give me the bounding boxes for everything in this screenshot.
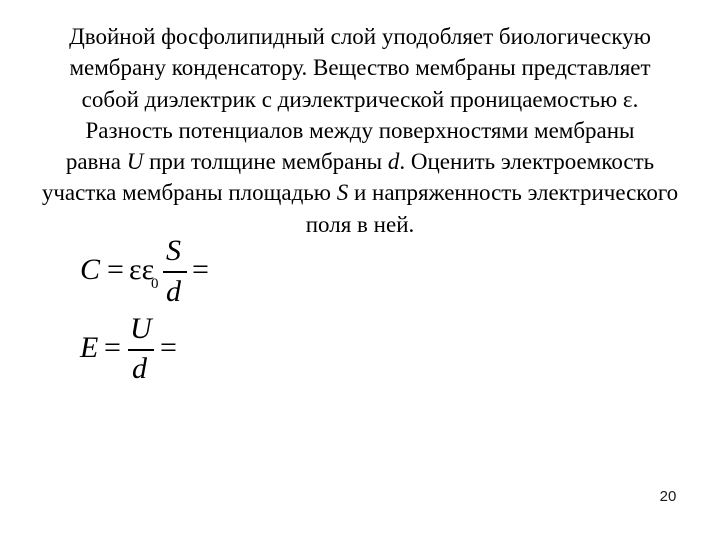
problem-line — [0, 84, 720, 115]
formula-e-denominator: d — [132, 352, 147, 385]
problem-line — [0, 52, 720, 83]
problem-text-segment: при толщине мембраны — [143, 149, 388, 175]
formula-e-fraction-bar — [128, 349, 154, 351]
formula-c-numerator: S — [166, 234, 181, 267]
problem-line — [0, 146, 720, 177]
problem-line — [0, 21, 720, 52]
formula-c-equals: = — [107, 253, 124, 286]
formula-c-fraction-bar — [163, 271, 187, 273]
formula-c-epsilon: εε — [129, 253, 155, 286]
problem-text-segment: участка мембраны площадью — [41, 180, 337, 206]
problem-text-segment: Разность потенциалов между поверхностями мембраны — [85, 117, 635, 143]
formula-e-lhs: E — [80, 331, 99, 364]
problem-text-segment: собой диэлектрик с диэлектрической проницаемостью ε. — [81, 86, 639, 112]
page-number: 20 — [659, 488, 677, 505]
problem-variable: S — [336, 180, 349, 206]
problem-variable: d — [387, 149, 400, 175]
formula-c-epsilon-subscript: 0 — [151, 276, 159, 292]
problem-text-segment: мембрану конденсатору. Вещество мембраны представляет — [69, 55, 651, 81]
problem-line — [0, 177, 720, 208]
problem-text — [0, 21, 720, 240]
formula-c-lhs: C — [80, 253, 101, 286]
problem-line — [0, 115, 720, 146]
problem-line — [0, 209, 720, 240]
formula-e-equals-2: = — [160, 331, 177, 364]
problem-text-segment: . Оценить электроемкость — [399, 149, 655, 175]
formula-e-numerator: U — [130, 312, 152, 345]
formula-e-equals: = — [104, 331, 121, 364]
problem-text-segment: и напряженность электрического — [348, 180, 679, 206]
problem-text-segment: Двойной фосфолипидный слой уподобляет биологическую — [69, 24, 651, 49]
problem-text-segment: поля в ней. — [305, 211, 415, 237]
problem-variable: U — [126, 149, 144, 175]
formula-c-denominator: d — [166, 275, 181, 308]
problem-text-segment: равна — [65, 149, 127, 175]
formula-c-equals-2: = — [192, 253, 209, 286]
